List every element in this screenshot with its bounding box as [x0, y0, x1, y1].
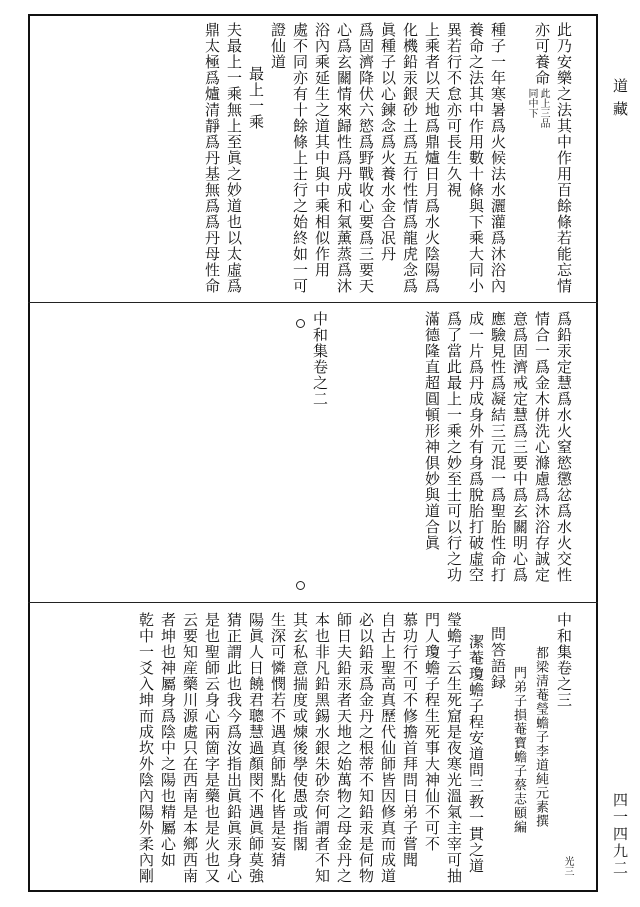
panel-top: [30, 16, 596, 301]
text-column: 必以鉛汞爲金丹之根蒂不知鉛汞是何物: [357, 612, 375, 884]
text-column: 其玄私意揣度或煉後學使愚或指閣: [291, 612, 309, 852]
annotation: 同中下: [526, 88, 537, 118]
text-column: 猜正謂此也我今爲汝指出眞鉛眞汞身心: [225, 612, 243, 884]
section-heading: 最上一乘: [247, 66, 265, 130]
collection-title: 道藏: [611, 78, 629, 124]
text-column: 此乃安樂之法其中作用百餘條若能忘情: [555, 22, 573, 294]
text-column: 證仙道: [269, 22, 287, 70]
text-column: 自古上聖高真歷代仙師皆因修真而成道: [379, 612, 397, 884]
author-line: 都梁清菴瑩蟾子李道純元素撰: [533, 646, 548, 828]
text-column: 眞種子以心鍊念爲火養水金合冺丹: [379, 22, 397, 262]
panel-middle: [30, 305, 596, 601]
text-column: 慕功行不可不修擔首拜問日弟子嘗聞: [401, 612, 419, 868]
text-column: 亦可養命: [533, 22, 551, 86]
circle-marker: [296, 319, 305, 328]
text-column: 云要知産藥川源處只在西南是本鄉西南: [181, 612, 199, 884]
text-column: 種子一年寒暑爲火候法水灑灌爲沐浴內: [489, 22, 507, 294]
panel-bottom: [30, 606, 596, 890]
text-column: 爲鉛汞定慧爲水火窒慾懲忿爲水火交性: [555, 311, 573, 583]
text-column: 心爲玄關情來歸性爲丹成和氣薰蒸爲沐: [335, 22, 353, 294]
text-column: 浴內乘延生之道其中與中乘相似作用: [313, 22, 331, 278]
annotation: 此上三品: [538, 88, 549, 128]
text-column: 者坤也神屬身爲陰中之陽也精屬心如: [159, 612, 177, 868]
panel-divider-1: [28, 302, 598, 303]
text-column: 師日夫鉛汞者天地之始萬物之母金丹之: [335, 612, 353, 884]
text-column: 潔菴瓊蟾子程安道問三教一貫之道: [467, 634, 485, 874]
text-column: 處不同亦有十餘條上士行之始終如一可: [291, 22, 309, 294]
text-column: 化機鉛汞銀砂土爲五行性情爲龍虎念爲: [401, 22, 419, 294]
header-mark: 光三: [562, 856, 573, 876]
text-column: 情合一爲金木併洗心滌慮爲沐浴存誠定: [533, 311, 551, 583]
text-column: 異若行不怠亦可長生久視: [445, 22, 463, 198]
editor-line: 門弟子損菴寶蟾子蔡志頤編: [511, 666, 526, 834]
text-column: 陽眞人日饒君聰慧過顏閔不遇眞師莫強: [247, 612, 265, 884]
circle-marker: [296, 581, 305, 590]
text-column: 成一片爲丹成身外有身爲脫胎打破虛空: [467, 311, 485, 583]
section-heading: 問答語録: [489, 626, 507, 690]
text-column: 意爲固濟戒定慧爲三要中爲玄關明心爲: [511, 311, 529, 583]
text-column: 夫最上一乘無上至眞之妙道也以太虛爲: [225, 22, 243, 294]
page-number: 四一四九二: [611, 792, 629, 877]
volume-title: 中和集卷之三: [555, 612, 573, 708]
text-column: 瑩蟾子云生死窟是夜寒光溫氣主宰可抽: [445, 612, 463, 884]
text-column: 乾中一爻入坤而成坎外陰內陽外柔內剛: [137, 612, 155, 884]
text-column: 本也非凡鉛黑錫水銀朱砂奈何謂者不知: [313, 612, 331, 884]
text-column: 是也聖師云身心兩箇字是藥也是火也又: [203, 612, 221, 884]
text-column: 爲固濟降伏六慾爲野戰收心要爲三要天: [357, 22, 375, 294]
volume-end-title: 中和集卷之二: [311, 311, 329, 407]
text-column: 養命之法其中作用數十條與下乘大同小: [467, 22, 485, 294]
text-column: 鼎太極爲爐清靜爲丹基無爲爲丹母性命: [203, 22, 221, 294]
text-column: 應驗見性爲凝結三元混一爲聖胎性命打: [489, 311, 507, 583]
panel-divider-2: [28, 602, 598, 603]
text-column: 上乘者以天地爲鼎爐日月爲水火陰陽爲: [423, 22, 441, 294]
text-column: 爲了當此最上一乘之妙至士可以行之功: [445, 311, 463, 583]
text-column: 門人瓊蟾子程生死事大神仙不可不: [423, 612, 441, 852]
text-column: 生深可憐憫若不遇真師點化皆是妄猜: [269, 612, 287, 868]
text-column: 滿德隆直超圓頓形神俱妙與道合眞: [423, 311, 441, 551]
